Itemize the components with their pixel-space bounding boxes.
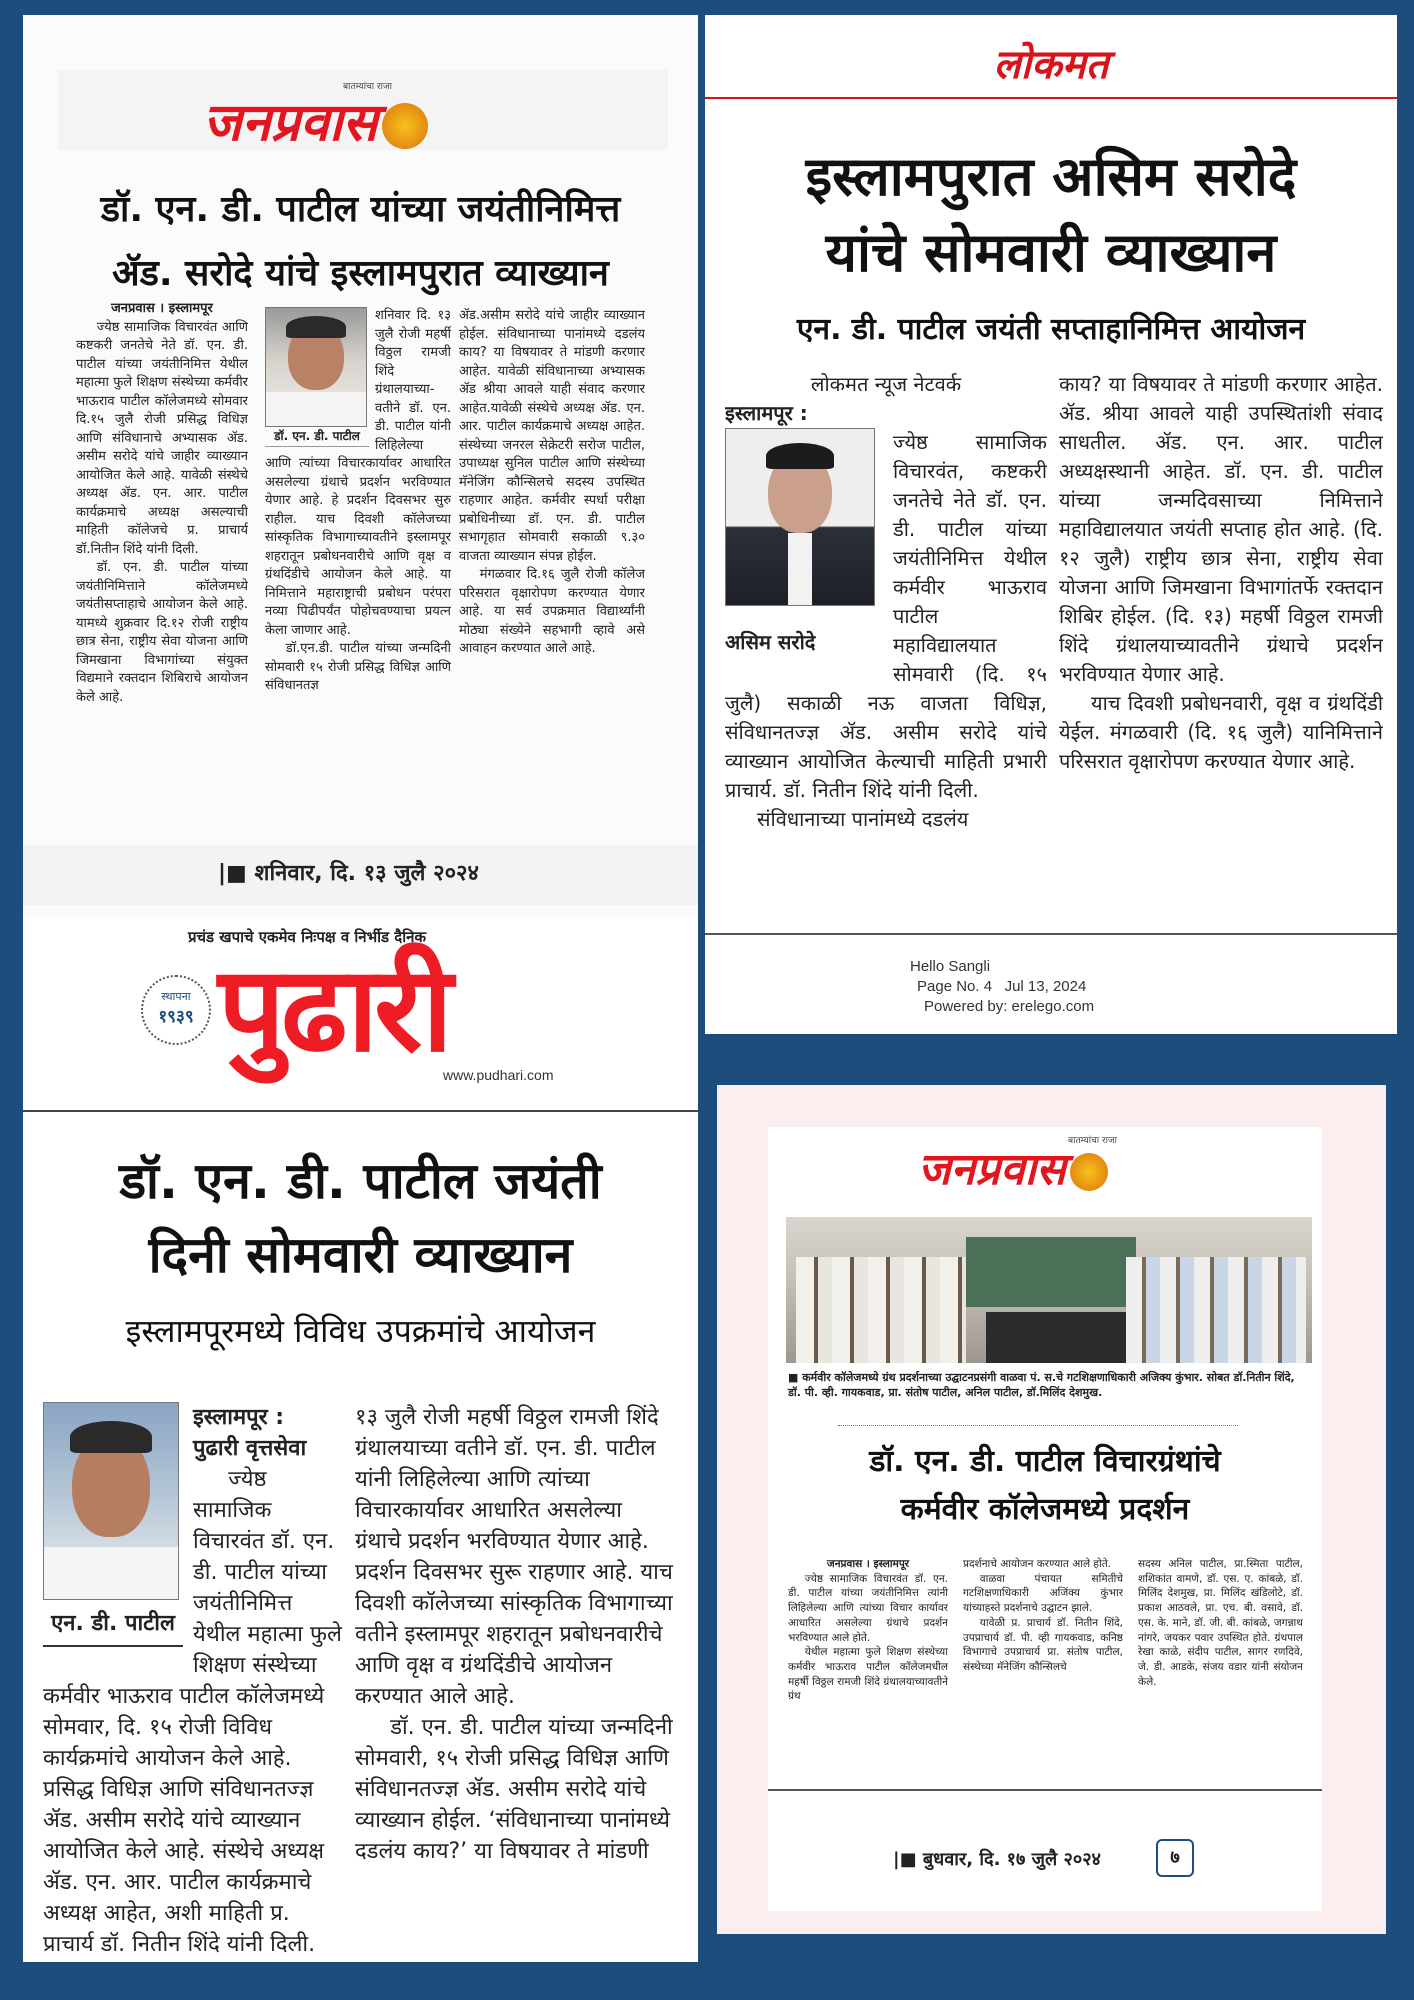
byline: जनप्रवास । इस्लामपूर bbox=[111, 301, 213, 316]
photo-caption bbox=[788, 1370, 1308, 1400]
paragraph: डॉ.एन.डी. पाटील यांच्या जन्मदिनी सोमवारी १५ रोजी प्रसिद्ध विधिज्ञ आणि संविधानतज्ञ bbox=[265, 641, 451, 693]
pudhari-url: www.pudhari.com bbox=[443, 1067, 554, 1083]
headline-line-2: दिनी सोमवारी व्याख्यान bbox=[148, 1226, 573, 1284]
lion-icon bbox=[382, 103, 428, 149]
paragraph: मंगळवार दि.१६ जुलै रोजी कॉलेज परिसरात वृक्षारोपण करण्यात येणार आहे. या सर्व उपक्रमात विद्यार्थ्यांनी मोठ्या संख्येने सहभागी व्हावे असे आवाहन करण्यात आले आहे. bbox=[459, 567, 645, 656]
headline-line-1: डॉ. एन. डी. पाटील जयंती bbox=[119, 1152, 602, 1210]
paragraph: ज्येष्ठ सामाजिक विचारवंत डॉ. एन. डी. पाटील यांच्या जयंतीनिमित्त येथील महात्मा फुले शिक्षण संस्थेच्या कर्मवीर भाऊराव पाटील कॉलेजमध्ये सोमवार, दि. १५ रोजी विविध कार्यक्रमांचे आयोजन केले आहे. प्रसिद्ध विधिज्ञ आणि संविधानतज्ज्ञ ॲड. असीम सरोदे यांचे व्याख्यान आयोजित केले आहे. संस्थेचे अध्यक्ष ॲड. एन. आर. पाटील कार्यक्रमाचे अध्यक्ष आहेत, अशी माहिती प्र. प्राचार्य डॉ. नितीन शिंदे यांनी दिली. bbox=[43, 1467, 342, 1957]
article-column-1 bbox=[76, 300, 248, 820]
collar bbox=[788, 533, 812, 605]
paragraph: डॉ. एन. डी. पाटील यांच्या जन्मदिनी सोमवारी, १५ रोजी प्रसिद्ध विधिज्ञ आणि संविधानतज्ज्ञ ॲड. असीम सरोदे यांचे व्याख्यान होईल. ‘संविधानाच्या पानांमध्ये दडलंय काय?’ या विषयावर ते मांडणी bbox=[355, 1715, 673, 1864]
headline-line-2: यांचे सोमवारी व्याख्यान bbox=[825, 221, 1277, 284]
lokmat-logo: लोकमत bbox=[993, 42, 1109, 88]
photo-caption-text: कर्मवीर कॉलेजमध्ये ग्रंथ प्रदर्शनाच्या उद्घाटनप्रसंगी वाळवा पं. स.चे गटशिक्षणाधिकारी अजिक्य कुंभार. सोबत डॉ.नितीन शिंदे, डॉ. पी. व्ही. गायकवाड, प्रा. संतोष पाटील, अनिल पाटील, डॉ.मिलिंद देशमुख. bbox=[788, 1371, 1295, 1399]
janpravas-logo-text: जनप्रवास bbox=[203, 93, 378, 153]
shirt bbox=[44, 1547, 178, 1599]
paragraph: ॲड.असीम सरोदे यांचे जाहीर व्याख्यान होईल. संविधानाच्या पानांमध्ये दडलंय काय? या विषयावर ते मांडणी करणार आहेत. यावेळी संविधानाच्या अभ्यासक ॲड श्रीया आवले याही संवाद करणार आहेत.यावेळी संस्थेचे अध्यक्ष ॲड. एन. आर. पाटील कार्यक्रमाचे अध्यक्ष आहेत. संस्थेच्या जनरल सेक्रेटरी सरोज पाटील, उपाध्यक्ष सुनिल पाटील आणि संस्थेच्या मॅनेजिंग कौन्सिलचे सदस्य उपस्थित राहणार आहेत. कर्मवीर स्पर्धा परीक्षा प्रबोधिनीच्या डॉ. एन. डी. पाटील सभागृहात सोमवारी सकाळी ९.३० वाजता व्याख्यान संपन्न होईल. bbox=[459, 308, 645, 564]
paragraph: ज्येष्ठ सामाजिक विचारवंत, कष्टकरी जनतेचे नेते डॉ. एन. डी. पाटील यांच्या जयंतीनिमित्त येथील कर्मवीर भाऊराव पाटील महाविद्यालयात सोमवारी (दि. १५ जुलै) सकाळी नऊ वाजता विधिज्ञ, संविधानतज्ज्ञ ॲड. असीम सरोदे यांचे व्याख्यान आयोजित केल्याची माहिती प्रभारी प्राचार्य. डॉ. नितीन शिंदे यांनी दिली. bbox=[725, 430, 1047, 802]
dateline: इस्लामपूर : bbox=[725, 401, 808, 425]
pudhari-clipping bbox=[23, 917, 698, 1962]
footer-rule bbox=[768, 1789, 1322, 1791]
article-column-3 bbox=[459, 307, 645, 820]
janpravas-logo bbox=[918, 1137, 1108, 1197]
bullet-icon: ■ bbox=[788, 1371, 803, 1384]
paragraph: १३ जुलै रोजी महर्षी विठ्ठल रामजी शिंदे ग्रंथालयाच्या वतीने डॉ. एन. डी. पाटील यांनी लिहिलेल्या आणि त्यांच्या विचारकार्यावर आधारित असलेल्या ग्रंथाचे प्रदर्शन भरविण्यात येणार आहे. प्रदर्शन दिवसभर सुरू राहणार आहे. याच दिवशी कॉलेजच्या सांस्कृतिक विभागाच्या वतीने इस्लामपूर शहरातून प्रबोधनवारीचे आणि वृक्ष व ग्रंथदिंडीचे आयोजन करण्यात आले आहे. bbox=[355, 1405, 673, 1709]
janpravas-clipping-13-july bbox=[23, 15, 698, 917]
dotted-rule bbox=[838, 1425, 1238, 1426]
agency: पुढारी वृत्तसेवा bbox=[193, 1436, 307, 1461]
byline: लोकमत न्यूज नेटवर्क bbox=[810, 372, 962, 396]
people-group-left bbox=[796, 1257, 966, 1363]
shirt bbox=[266, 392, 366, 426]
pudhari-tagline: प्रचंड खपाचे एकमेव निःपक्ष व निर्भीड दैनिक bbox=[188, 928, 426, 946]
janpravas-clipping-17-july bbox=[717, 1085, 1386, 1934]
headline-line-1: डॉ. एन. डी. पाटील यांच्या जयंतीनिमित्त bbox=[100, 189, 621, 230]
article-column-2 bbox=[1059, 370, 1383, 930]
photo-nd-patil bbox=[265, 307, 367, 427]
issue-date-text: बुधवार, दि. १७ जुलै २०२४ bbox=[922, 1849, 1101, 1870]
photo-caption: असिम सरोदे bbox=[725, 630, 816, 654]
janpravas-logo-text: जनप्रवास bbox=[918, 1144, 1066, 1195]
founding-seal bbox=[141, 975, 211, 1045]
dateline-wrap bbox=[725, 399, 1047, 428]
byline: जनप्रवास । इस्लामपूर bbox=[826, 1558, 910, 1570]
footer-rule bbox=[705, 933, 1397, 935]
headline-line-1: डॉ. एन. डी. पाटील विचारग्रंथांचे bbox=[869, 1444, 1221, 1479]
paragraph: ज्येष्ठ सामाजिक विचारवंत डॉ. एन. डी. पाटील यांच्या जयंतीनिमित्त त्यांनी लिहिलेल्या आणि त्यांच्या विचार कार्यावर आधारित असलेल्या ग्रंथाचे प्रदर्शन भरविण्यात आले होते. bbox=[788, 1572, 948, 1644]
powered-by: Powered by: erelego.com bbox=[924, 998, 1095, 1015]
issue-date-text: शनिवार, दि. १३ जुलै २०२४ bbox=[254, 861, 479, 886]
bullet-icon: |■ bbox=[218, 861, 255, 886]
article-column-1 bbox=[725, 370, 1047, 930]
event-photo bbox=[786, 1217, 1312, 1363]
headline-line-2: कर्मवीर कॉलेजमध्ये प्रदर्शन bbox=[900, 1492, 1190, 1527]
page-info bbox=[910, 977, 1094, 997]
masthead-rule bbox=[705, 97, 1397, 99]
hair bbox=[766, 443, 834, 469]
subheadline: इस्लामपूरमध्ये विविध उपक्रमांचे आयोजन bbox=[125, 1312, 596, 1350]
paragraph: येथील महात्मा फुले शिक्षण संस्थेच्या कर्मवीर भाऊराव पाटील कॉलेजमधील महर्षी विठ्ठल रामजी शिंदे ग्रंथालयाच्यावतीने ग्रंथ bbox=[788, 1646, 948, 1703]
paragraph: काय? या विषयावर ते मांडणी करणार आहेत. ॲड. श्रीया आवले याही उपस्थितांशी संवाद साधतील. ॲड. एन. आर. पाटील अध्यक्षस्थानी आहेत. डॉ. एन. डी. पाटील यांच्या जन्मदिवसाच्या निमित्ताने महाविद्यालयात जयंती सप्ताह होत आहे. (दि. १२ जुलै) राष्ट्रीय छात्र सेना, राष्ट्रीय सेवा योजना आणि जिमखाना विभागांतर्फे रक्तदान शिबिर होईल. (दि. १३) महर्षी विठ्ठल रामजी शिंदे ग्रंथालयाच्यावतीने ग्रंथाचे प्रदर्शन भरविण्यात येणार आहे. bbox=[1059, 372, 1383, 686]
headline-line-2: ॲड. सरोदे यांचे इस्लामपुरात व्याख्यान bbox=[112, 253, 609, 294]
pudhari-logo: पुढारी bbox=[218, 940, 449, 1078]
masthead-rule bbox=[23, 1110, 698, 1112]
issue-date bbox=[218, 857, 479, 887]
janpravas-tagline: बातम्यांचा राजा bbox=[343, 82, 393, 92]
page-number: Page No. 4 bbox=[917, 978, 993, 995]
seal-year: १९३९ bbox=[158, 1007, 194, 1027]
edition-name: Hello Sangli bbox=[910, 958, 991, 975]
article-column-2 bbox=[355, 1402, 675, 1962]
paragraph: संविधानाच्या पानांमध्ये दडलंय bbox=[757, 807, 969, 831]
photo-block bbox=[265, 307, 369, 447]
page-number-box: ७ bbox=[1156, 1839, 1194, 1877]
photo-block bbox=[725, 428, 883, 657]
bullet-icon: |■ bbox=[893, 1849, 923, 1870]
lion-icon bbox=[1070, 1153, 1108, 1191]
paragraph: सदस्य अनिल पाटील, प्रा.स्मिता पाटील, शशिकांत वामणे, डॉ. एस. ए. कांबळे, डॉ. मिलिंद देशमुख, प्रा. मिलिंद खंडिलोटे, डॉ. प्रकाश आठवले, प्रा. एच. बी. वसावे, डॉ. एस. के. माने, डॉ. जी. बी. कांबळे, जगन्नाथ नांगरे, जयकर पवार उपस्थित होते. ग्रंथपाल रेखा काळे, संदीप पाटील, सागर रणदिवे, जे. डी. आडके, संजय वडार यांनी संयोजन केले. bbox=[1138, 1558, 1303, 1688]
page-date: Jul 13, 2024 bbox=[1004, 978, 1087, 995]
lokmat-clipping bbox=[705, 15, 1397, 1034]
article-column-2 bbox=[963, 1557, 1123, 1779]
article-column-1 bbox=[788, 1557, 948, 1779]
banner bbox=[966, 1237, 1136, 1307]
hair bbox=[70, 1421, 152, 1453]
article-column-2 bbox=[265, 307, 451, 820]
dateline: इस्लामपूर : bbox=[193, 1405, 285, 1430]
photo-block bbox=[43, 1402, 183, 1647]
subheadline: एन. डी. पाटील जयंती सप्ताहानिमित्त आयोजन bbox=[796, 312, 1306, 347]
article-column-1 bbox=[43, 1402, 343, 1962]
janpravas-logo bbox=[203, 85, 428, 156]
photo-asim-sarode bbox=[725, 428, 875, 606]
photo-nd-patil bbox=[43, 1402, 179, 1600]
paragraph: यावेळी प्र. प्राचार्य डॉ. नितीन शिंदे, उपप्राचार्य डॉ. पी. व्ही गायकवाड, कनिष्ठ विभागाचे उपप्राचार्य प्रा. संतोष पाटील, संस्थेच्या मॅनेजिंग कौन्सिलचे bbox=[963, 1616, 1123, 1673]
table bbox=[986, 1312, 1126, 1363]
headline-line-1: इस्लामपुरात असिम सरोदे bbox=[805, 145, 1297, 208]
paragraph: ज्येष्ठ सामाजिक विचारवंत आणि कष्टकरी जनतेचे नेते डॉ. एन. डी. पाटील यांच्या जयंतीनिमित्त येथील महात्मा फुले शिक्षण संस्थेच्या कर्मवीर भाऊराव पाटील कॉलेजमध्ये सोमवार दि.१५ जुलै रोजी प्रसिद्ध विधिज्ञ आणि संविधानाचे अभ्यासक ॲड. असीम सरोदे यांचे जाहीर व्याख्यान आयोजित केले आहे. यावेळी संस्थेचे अध्यक्ष ॲड. एन. आर. पाटील कार्यक्रमाचे अध्यक्ष असल्याची माहिती कॉलेजचे प्र. प्राचार्य डॉ.नितीन शिंदे यांनी दिली. bbox=[76, 319, 248, 557]
article-column-3 bbox=[1138, 1557, 1303, 1779]
clipping-sheet bbox=[768, 1127, 1322, 1911]
janpravas-tagline: बातम्यांचा राजा bbox=[1068, 1136, 1118, 1146]
hair bbox=[286, 316, 346, 338]
paragraph: डॉ. एन. डी. पाटील यांच्या जयंतीनिमित्ताने कॉलेजमध्ये जयंतीसप्ताहाचे आयोजन केले आहे. यामध्ये शुक्रवार दि.१२ रोजी राष्ट्रीय छात्र सेना, राष्ट्रीय सेवा योजना आणि जिमखाना विभागांच्या संयुक्त विद्यमाने रक्तदान शिबिराचे आयोजन केले आहे. bbox=[76, 560, 248, 705]
paragraph: शनिवार दि. १३ जुलै रोजी महर्षी विठ्ठल रामजी शिंदे ग्रंथालयाच्या-वतीने डॉ. एन. डी. पाटील यांनी लिहिलेल्या आणि त्यांच्या विचारकार्यावर आधारित असलेल्या ग्रंथाचे प्रदर्शन भरविण्यात येणार आहे. हे प्रदर्शन दिवसभर सुरु राहील. याच दिवशी कॉलेजच्या सांस्कृतिक विभागाच्यावतीने इस्लामपूर शहरातून प्रबोधनवारीचे आणि वृक्ष व ग्रंथदिंडीचे आयोजन केले आहे. या निमित्ताने महाराष्ट्राची प्रबोधन परंपरा नव्या पिढीपर्यंत पोहोचवण्याचा प्रयत्न केला जाणार आहे. bbox=[265, 308, 451, 638]
paragraph: याच दिवशी प्रबोधनवारी, वृक्ष व ग्रंथदिंडी येईल. मंगळवारी (दि. १६ जुलै) यानिमित्ताने परिसरात वृक्षारोपण करण्यात येणार आहे. bbox=[1059, 691, 1383, 773]
paragraph: प्रदर्शनाचे आयोजन करण्यात आले होते. bbox=[963, 1558, 1112, 1570]
seal-label: स्थापना bbox=[161, 990, 191, 1003]
paragraph: वाळवा पंचायत समितीचे गटशिक्षणाधिकारी अजिंक्य कुंभार यांच्याहस्ते प्रदर्शनाचे उद्घाटन झाले. bbox=[963, 1572, 1123, 1615]
people-group-right bbox=[1126, 1257, 1306, 1363]
photo-caption: एन. डी. पाटील bbox=[43, 1608, 183, 1647]
photo-caption: डॉ. एन. डी. पाटील bbox=[265, 427, 369, 447]
epaper-footer bbox=[910, 957, 1094, 1017]
issue-date bbox=[893, 1847, 1101, 1871]
